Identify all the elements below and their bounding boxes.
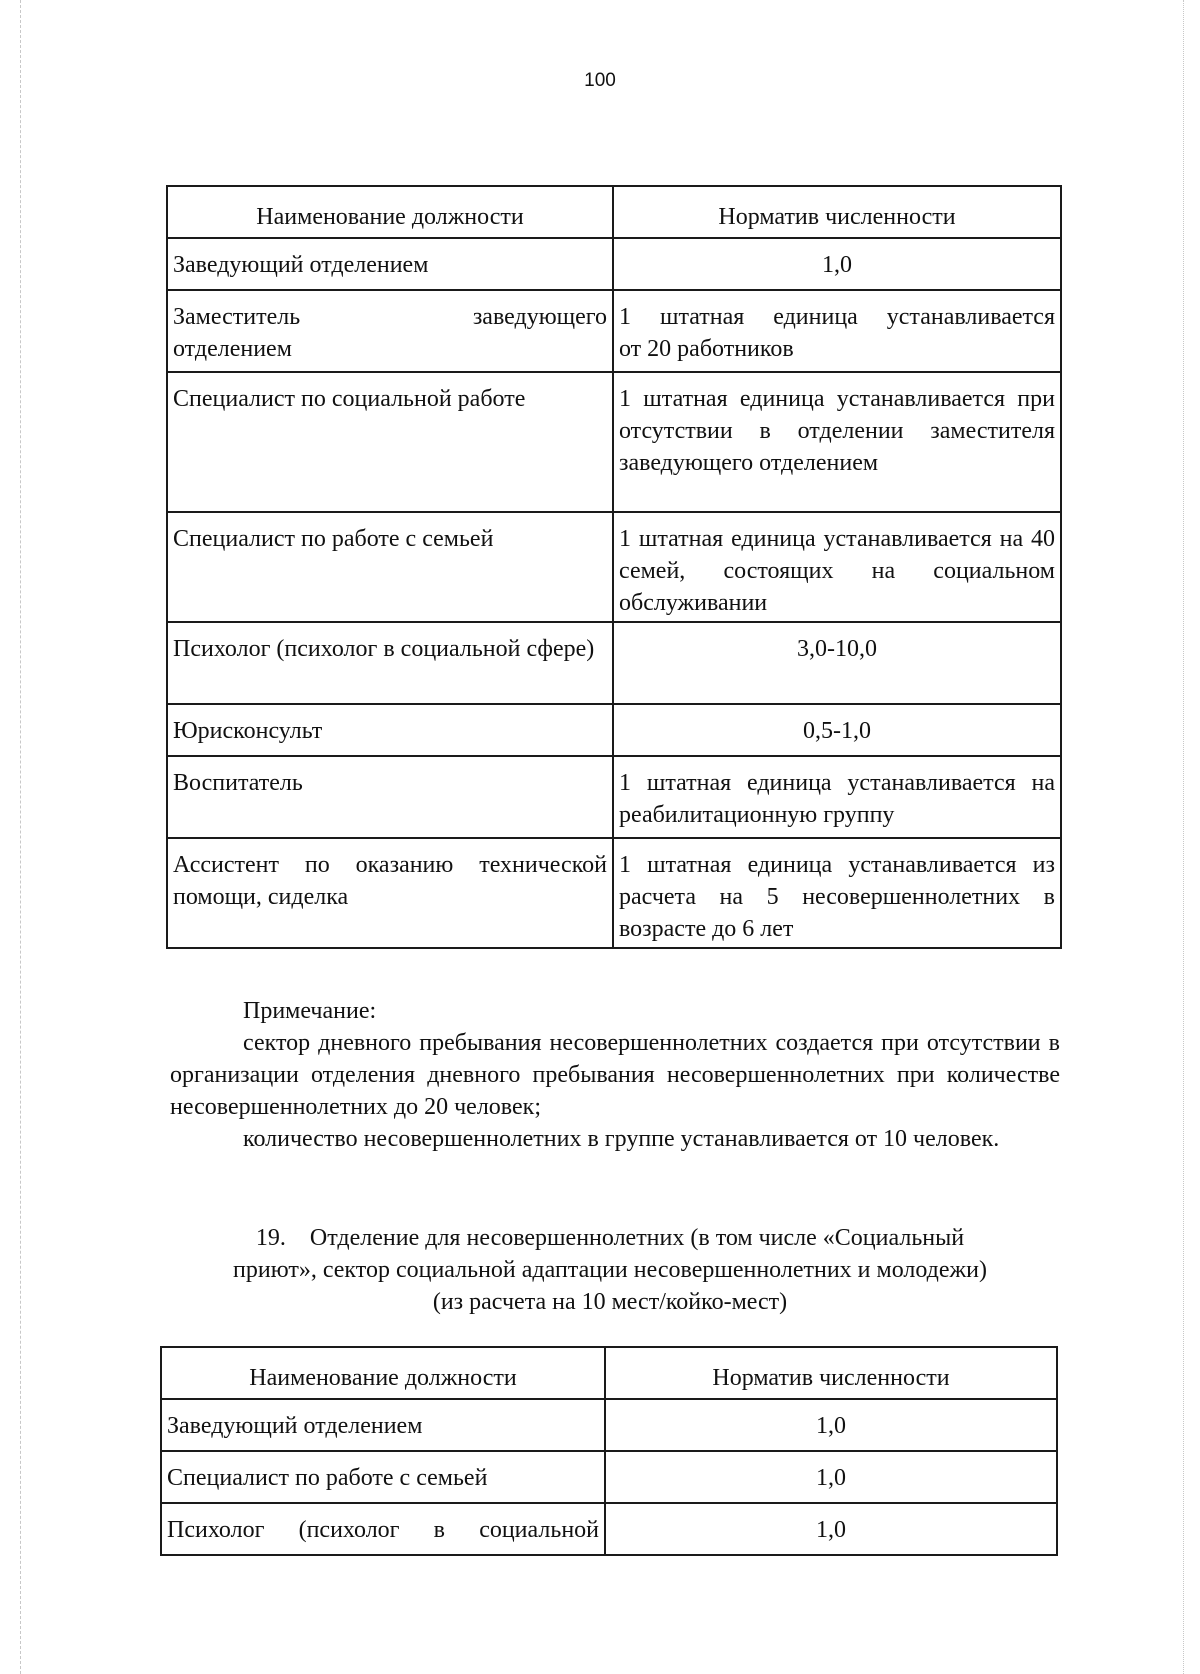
position-cell: Заведующий отделением — [167, 238, 613, 290]
staffing-table-1 — [166, 185, 1062, 949]
position-cell — [167, 290, 613, 372]
position-cell: Психолог (психолог в социальной — [161, 1503, 605, 1555]
table-header-row — [167, 186, 1061, 238]
table-row — [161, 1399, 1057, 1451]
position-cell-line: отделением — [173, 336, 292, 362]
note-paragraph: количество несовершеннолетних в группе устанавливается от 10 человек. — [243, 1126, 1000, 1152]
norm-cell: 1,0 — [605, 1451, 1057, 1503]
section-heading-line: 19. Отделение для несовершеннолетних (в том числе «Социальный — [255, 1225, 965, 1251]
column-header-position: Наименование должности — [161, 1347, 605, 1399]
staffing-table-2 — [160, 1346, 1058, 1556]
norm-cell: 3,0-10,0 — [613, 622, 1061, 704]
section-heading — [160, 1222, 1060, 1318]
norm-cell: 1,0 — [605, 1503, 1057, 1555]
table-row — [167, 372, 1061, 512]
position-cell: Ассистент по оказанию технической помощи, сиделка — [167, 838, 613, 948]
norm-cell: 1 штатная единица устанавливается на реабилитационную группу — [613, 756, 1061, 838]
table-header-row — [161, 1347, 1057, 1399]
norm-cell-line: 1 штатная единица устанавливается — [619, 304, 1055, 330]
position-cell: Специалист по работе с семьей — [161, 1451, 605, 1503]
column-header-norm: Норматив численности — [605, 1347, 1057, 1399]
norm-cell: 1 штатная единица устанавливается из расчета на 5 несовершеннолетних в возрасте до 6 лет — [613, 838, 1061, 948]
note-title: Примечание: — [243, 998, 377, 1024]
page-number: 100 — [584, 70, 616, 91]
norm-cell-line: от 20 работников — [619, 336, 794, 362]
note-paragraph: сектор дневного пребывания несовершеннолетних создается при отсутствии в организации отделения дневного пребывания несовершеннолетних при количестве несовершеннолетних до 20 человек; — [170, 1030, 1060, 1120]
position-cell: Заведующий отделением — [161, 1399, 605, 1451]
section-heading-line: (из расчета на 10 мест/койко-мест) — [432, 1289, 788, 1315]
column-header-position: Наименование должности — [167, 186, 613, 238]
table-row — [167, 704, 1061, 756]
note-block — [170, 995, 1060, 1155]
position-cell: Воспитатель — [167, 756, 613, 838]
table-row — [161, 1503, 1057, 1555]
table-row — [167, 512, 1061, 622]
position-cell: Специалист по работе с семьей — [167, 512, 613, 622]
table-row — [167, 290, 1061, 372]
table-row — [167, 238, 1061, 290]
norm-cell: 1 штатная единица устанавливается на 40 семей, состоящих на социальном обслуживании — [613, 512, 1061, 622]
table-row — [167, 756, 1061, 838]
norm-cell: 1 штатная единица устанавливается при отсутствии в отделении заместителя заведующего отделением — [613, 372, 1061, 512]
column-header-norm: Норматив численности — [613, 186, 1061, 238]
norm-cell: 1,0 — [605, 1399, 1057, 1451]
section-heading-line: приют», сектор социальной адаптации несовершеннолетних и молодежи) — [233, 1257, 987, 1283]
position-cell: Специалист по социальной работе — [167, 372, 613, 512]
norm-cell: 1,0 — [613, 238, 1061, 290]
table-row — [167, 838, 1061, 948]
position-cell: Юрисконсульт — [167, 704, 613, 756]
norm-cell — [613, 290, 1061, 372]
norm-cell: 0,5-1,0 — [613, 704, 1061, 756]
position-cell: Психолог (психолог в социальной сфере) — [167, 622, 613, 704]
scan-edge-left — [20, 0, 21, 1674]
position-cell-line: Заместитель заведующего — [173, 304, 607, 330]
table-row — [167, 622, 1061, 704]
table-row — [161, 1451, 1057, 1503]
scan-edge-right — [1183, 0, 1184, 1674]
